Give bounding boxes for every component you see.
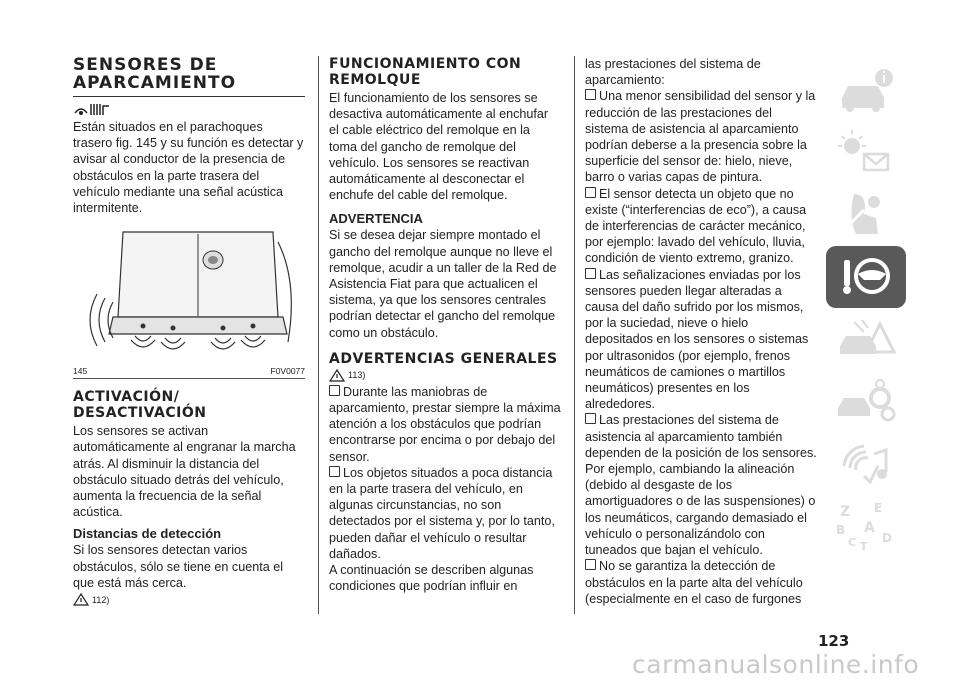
figure-rule <box>73 378 305 379</box>
bullet-text: No se garantiza la detección de obstáculos en la parte alta del vehículo (especialmente en el caso de furgones <box>585 559 803 606</box>
section-towing-title: FUNCIONAMIENTO CON REMOLQUE <box>329 56 522 88</box>
steering-wheel-key-icon <box>834 250 898 304</box>
subsection-detection-text: Si los sensores detectan varios obstáculos, sólo se tiene en cuenta el que está más cerca. <box>73 543 284 590</box>
index-letter-a: A <box>864 520 875 536</box>
subsection-detection-title: Distancias de detección <box>73 526 222 542</box>
airbag-seat-icon <box>834 188 898 242</box>
bullet-icon <box>585 268 596 279</box>
bullet-text: Una menor sensibilidad del sensor y la reducción de las prestaciones del sistema de asistencia al aparcamiento podrían deberse a la presencia sobre la superficie del sensor de: hielo, nieve, barro o varias capas de pintura. <box>585 89 816 185</box>
eco-sensor-icon <box>73 101 305 117</box>
bullet-icon <box>329 466 340 477</box>
bullet-text: Las señalizaciones enviadas por los sensores pueden llegar alteradas a causa del daño sufrido por los mismos, por la suciedad, nieve o hielo depositados en los sensores o sistemas por ultrasonidos (por ejemplo, frenos neumáticos de camiones o martillos neumáticos) presentes en los alrededores. <box>585 267 809 412</box>
title-rule <box>73 96 305 97</box>
page-title: SENSORES DE APARCAMIENTO <box>73 55 237 93</box>
tab-starting-driving[interactable] <box>826 246 906 308</box>
warning-ref-2 <box>329 369 561 382</box>
index-letter-b: B <box>836 523 846 537</box>
warning-triangle-icon <box>329 369 345 382</box>
bullet-text: Los objetos situados a poca distancia en la parte trasera del vehículo, en algunas circunstancias, no son detectados por el sistema y, por lo tanto, pueden dañar el vehículo o resultar dañados. <box>329 465 555 561</box>
index-letters-icon <box>834 498 898 552</box>
column-1 <box>73 56 305 608</box>
index-letter-d: D <box>882 531 892 545</box>
bullet-text: Durante las maniobras de aparcamiento, prestar siempre la máxima atención a los obstáculos que podrían encontrarse por encima o por debajo del sensor. <box>329 384 561 464</box>
warning-triangle-icon <box>73 593 89 606</box>
index-letter-c: C <box>848 536 857 549</box>
tab-emergency[interactable] <box>826 308 906 370</box>
section-towing-text: El funcionamiento de los sensores se desactiva automáticamente al enchufar el cable eléctrico del remolque en la toma del gancho de remolque del vehículo. Los sensores se reactivan automáticamente al desconectar el enchufe del cable del remolque. <box>329 91 549 203</box>
bullet-item <box>585 88 817 185</box>
figure-caption <box>73 366 305 376</box>
index-letter-z: Z <box>840 504 851 520</box>
continued-text: las prestaciones del sistema de aparcamiento: <box>585 57 761 88</box>
bullet-text: El sensor detecta un objeto que no existe (“interferencias de eco”), a causa de interferencias de carácter mecánico, por ejemplo: lavado del vehículo, lluvia, condición de viento extremo, granizo. <box>585 186 807 266</box>
bullet-item <box>585 558 817 607</box>
index-letter-t: T <box>860 540 868 552</box>
ref-label: 113) <box>348 370 366 381</box>
bullet-text: Las prestaciones del sistema de asistencia al aparcamiento también dependen de la posición de los sensores. Por ejemplo, cambiando la alineación (debido al desgaste de los amortiguadores o de las suspensiones) o los neumáticos, cargando demasiado el vehículo o personalizándolo con tuneados que bajan el vehículo. <box>585 413 817 558</box>
tab-warning-lights[interactable] <box>826 122 906 184</box>
footer-watermark: carmanualsonline.info <box>632 650 920 679</box>
bullet-item <box>585 186 817 267</box>
figure-number: 145 <box>73 366 88 377</box>
road-hazard-icon <box>834 312 898 366</box>
warning-title: ADVERTENCIA <box>329 211 423 227</box>
bullet-icon <box>329 385 340 396</box>
bullet-icon <box>585 413 596 424</box>
car-service-icon <box>834 374 898 428</box>
warning-ref-1 <box>73 593 305 606</box>
column-divider-1 <box>318 56 319 614</box>
bullet-item <box>585 267 817 413</box>
warning-text: Si se desea dejar siempre montado el gancho del remolque aunque no lleve el remolque, acudir a un taller de la Red de Asistencia Fiat para que actualicen el sistema, ya que los sensores centrales podrían detectar el gancho del remolque como un obstáculo. <box>329 228 557 340</box>
bullet-item <box>329 465 561 562</box>
bullet-item <box>329 384 561 465</box>
page-number: 123 <box>818 632 850 650</box>
column-divider-2 <box>574 56 575 614</box>
continuation-text: A continuación se describen algunas condiciones que podrían influir en <box>329 563 534 594</box>
tab-index[interactable] <box>826 494 906 556</box>
tab-safety[interactable] <box>826 184 906 246</box>
figure-rear-bumper <box>73 222 305 362</box>
tab-multimedia[interactable] <box>826 432 906 494</box>
chapter-tabs <box>826 60 906 556</box>
rear-bumper-illustration <box>73 222 305 362</box>
warning-lights-icon <box>834 126 898 180</box>
ref-label: 112) <box>92 594 110 605</box>
section-activation-text: Los sensores se activan automáticamente al engranar la marcha atrás. Al disminuir la distancia del obstáculo situado detrás del vehículo, aumenta la frecuencia de la señal acústica. <box>73 424 296 520</box>
section-activation-title: ACTIVACIÓN/ DESACTIVACIÓN <box>73 389 207 422</box>
figure-code: F0V0077 <box>270 366 305 377</box>
intro-text: Están situados en el parachoques trasero fig. 145 y su función es detectar y avisar al conductor de la presencia de obstáculos en la parte trasera del vehículo mediante una señal acústica intermitente. <box>73 120 304 216</box>
tab-maintenance[interactable] <box>826 370 906 432</box>
info-car-icon <box>834 64 898 118</box>
section-general-title: ADVERTENCIAS GENERALES <box>329 350 558 367</box>
index-letter-e: E <box>874 501 883 515</box>
column-3 <box>585 56 817 607</box>
bullet-icon <box>585 187 596 198</box>
bullet-icon <box>585 559 596 570</box>
bullet-icon <box>585 89 596 100</box>
multimedia-icon <box>834 436 898 490</box>
column-2 <box>329 56 561 594</box>
bullet-item <box>585 412 817 558</box>
tab-info-car[interactable] <box>826 60 906 122</box>
